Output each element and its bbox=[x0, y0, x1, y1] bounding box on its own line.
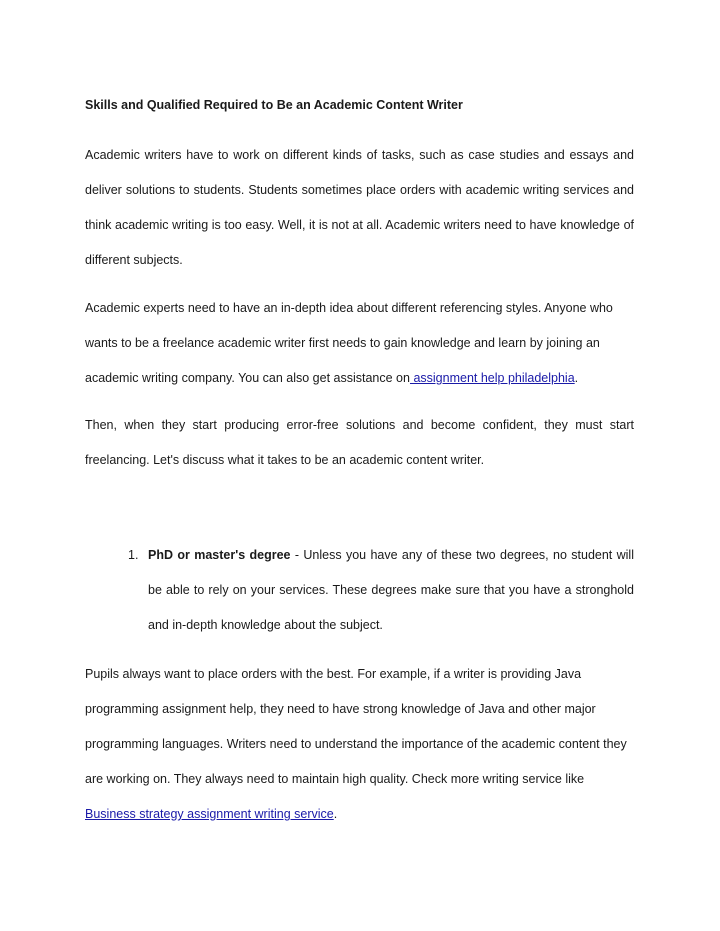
business-strategy-service-link[interactable]: Business strategy assignment writing service bbox=[85, 807, 334, 821]
list-item-text: - Unless you have any of these two degrees, no student will be able to rely on your services. These degrees make sure that you have a stronghold and in-depth knowledge about the subject. bbox=[148, 548, 634, 632]
paragraph-referencing-text: Academic experts need to have an in-depth idea about different referencing styles. Anyone who wants to be a freelance academic writer first needs to gain knowledge and learn by joining an academic writing company. You can also get assistance on bbox=[85, 301, 613, 385]
list-item-number: 1. bbox=[128, 548, 139, 562]
paragraph-freelancing: Then, when they start producing error-free solutions and become confident, they must start freelancing. Let's discuss what it takes to be an academic content writer. bbox=[85, 418, 634, 467]
paragraph-referencing bbox=[85, 291, 634, 396]
numbered-list bbox=[128, 538, 634, 643]
paragraph-quality-end: . bbox=[333, 807, 338, 821]
paragraph-intro: Academic writers have to work on different kinds of tasks, such as case studies and essays and deliver solutions to students. Students sometimes place orders with academic writing services and think academic writing is too easy. Well, it is not at all. Academic writers need to have knowledge of different subjects. bbox=[85, 148, 634, 267]
list-item bbox=[128, 538, 634, 643]
paragraph-quality bbox=[85, 657, 634, 832]
assignment-help-philadelphia-link[interactable]: assignment help philadelphia bbox=[409, 371, 575, 385]
paragraph-quality-text: Pupils always want to place orders with the best. For example, if a writer is providing Java programming assignment help, they need to have strong knowledge of Java and other major programming languages. Writers need to understand the importance of the academic content they are working on. They always need to maintain high quality. Check more writing service like bbox=[85, 667, 627, 786]
list-item-body bbox=[148, 538, 634, 643]
document-heading: Skills and Qualified Required to Be an Academic Content Writer bbox=[85, 98, 463, 112]
list-item-bold-term: PhD or master's degree bbox=[148, 548, 291, 562]
paragraph-referencing-end: . bbox=[574, 371, 579, 385]
